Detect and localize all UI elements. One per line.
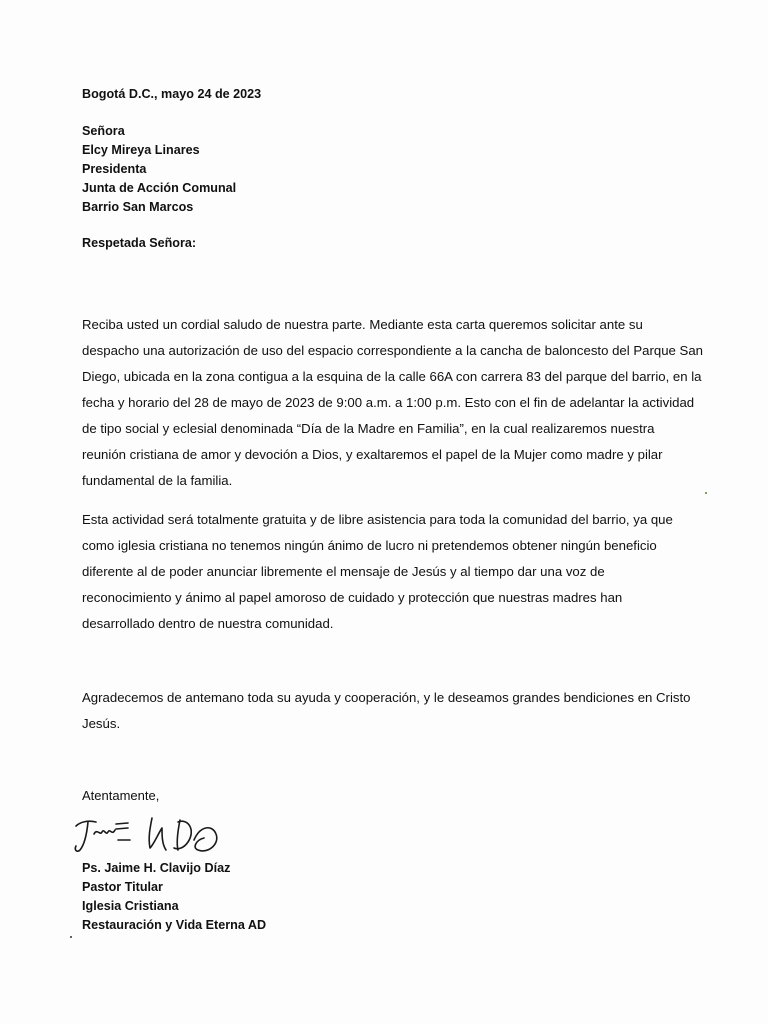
letter-date: Bogotá D.C., mayo 24 de 2023: [82, 87, 262, 101]
paragraph-line: Agradecemos de antemano toda su ayuda y cooperación, y le deseamos grandes bendiciones en Cristo: [82, 690, 691, 705]
closing: Atentamente,: [82, 788, 160, 803]
signer-church-name: Restauración y Vida Eterna AD: [82, 918, 267, 932]
paragraph-line: reconocimiento y ánimo al papel amoroso de cuidado y protección que nuestras madres han: [82, 590, 623, 605]
paragraph-line: fundamental de la familia.: [82, 473, 233, 488]
paragraph-line: despacho una autorización de uso del espacio correspondiente a la cancha de baloncesto del Parque San: [82, 343, 703, 358]
body-paragraph-thanks: [82, 685, 692, 737]
paragraph-line: desarrollado dentro de nuestra comunidad.: [82, 616, 334, 631]
paragraph-line: Esta actividad será totalmente gratuita y de libre asistencia para toda la comunidad del barrio, ya que: [82, 512, 673, 527]
handwritten-signature: [70, 800, 230, 862]
signer-name: Ps. Jaime H. Clavijo Díaz: [82, 861, 231, 875]
scan-speck: [705, 492, 707, 494]
body-paragraph-request: [82, 312, 703, 494]
paragraph-line: Reciba usted un cordial saludo de nuestra parte. Mediante esta carta queremos solicitar ante su: [82, 317, 643, 332]
recipient-name: Elcy Mireya Linares: [82, 143, 200, 157]
signer-block: [82, 859, 266, 935]
salutation: Respetada Señora:: [82, 236, 197, 250]
recipient-position: Presidenta: [82, 162, 147, 176]
signer-role: Pastor Titular: [82, 880, 163, 894]
paragraph-line: Jesús.: [82, 716, 121, 731]
paragraph-line: fecha y horario del 28 de mayo de 2023 de 9:00 a.m. a 1:00 p.m. Esto con el fin de adelantar la actividad: [82, 395, 695, 410]
paragraph-line: reunión cristiana de amor y devoción a Dios, y exaltaremos el papel de la Mujer como madre y pilar: [82, 447, 663, 462]
paragraph-line: como iglesia cristiana no tenemos ningún ánimo de lucro ni pretendemos obtener ningún beneficio: [82, 538, 657, 553]
paragraph-line: de tipo social y eclesial denominada “Día de la Madre en Familia”, en la cual realizaremos nuestra: [82, 421, 655, 436]
recipient-block: [82, 122, 236, 217]
paragraph-line: diferente al de poder anunciar libremente el mensaje de Jesús y al tiempo dar una voz de: [82, 564, 605, 579]
paragraph-line: Diego, ubicada en la zona contigua a la esquina de la calle 66A con carrera 83 del parque del barrio, en la: [82, 369, 702, 384]
scan-speck: [70, 936, 72, 938]
recipient-neighborhood: Barrio San Marcos: [82, 200, 194, 214]
body-paragraph-activity: [82, 507, 692, 637]
recipient-organization: Junta de Acción Comunal: [82, 181, 237, 195]
signer-church: Iglesia Cristiana: [82, 899, 179, 913]
recipient-title: Señora: [82, 124, 125, 138]
